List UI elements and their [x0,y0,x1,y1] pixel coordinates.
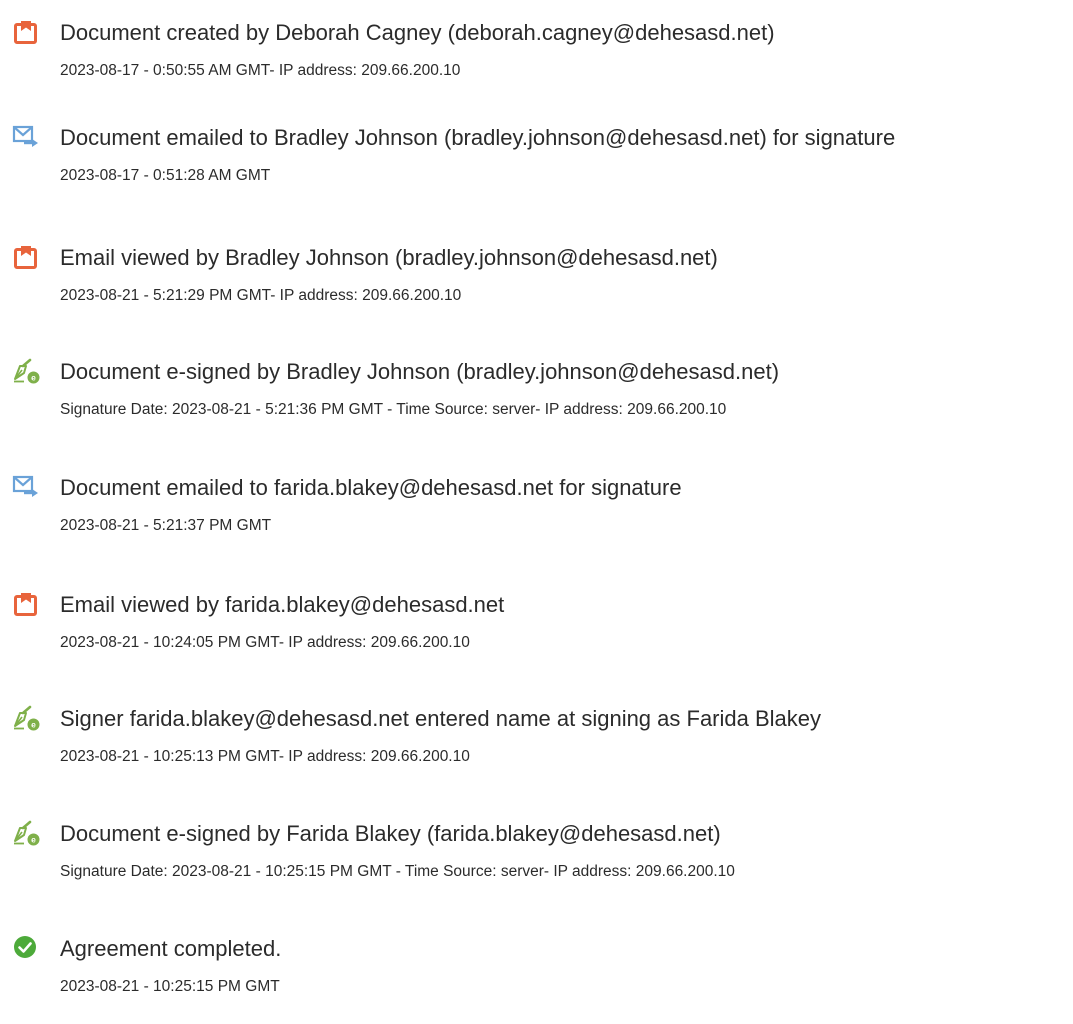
event-title: Document e-signed by Bradley Johnson (bradley.johnson@dehesasd.net) [60,359,780,384]
event-title: Agreement completed. [60,936,282,961]
event-title: Email viewed by farida.blakey@dehesasd.net [60,592,505,617]
event-detail: Signature Date: 2023-08-21 - 10:25:15 PM GMT - Time Source: server- IP address: 209.66.200.10 [60,863,735,880]
audit-event [0,704,1073,794]
audit-event [0,934,1073,1024]
event-detail: 2023-08-21 - 5:21:29 PM GMT- IP address: 209.66.200.10 [60,287,462,304]
svg-text:e: e [31,719,36,730]
checkmark-circle-icon [12,934,40,962]
audit-event [0,357,1073,447]
email-sent-icon [12,473,40,501]
e-sign-pen-icon [12,819,40,847]
event-title: Email viewed by Bradley Johnson (bradley.johnson@dehesasd.net) [60,245,718,270]
event-title: Document emailed to farida.blakey@dehesasd.net for signature [60,475,682,500]
e-sign-pen-icon [12,704,40,732]
event-detail: 2023-08-17 - 0:50:55 AM GMT- IP address: 209.66.200.10 [60,62,461,79]
document-viewed-icon [12,243,40,271]
event-detail: 2023-08-17 - 0:51:28 AM GMT [60,167,271,184]
event-title: Document created by Deborah Cagney (deborah.cagney@dehesasd.net) [60,20,775,45]
audit-event [0,243,1073,333]
document-created-icon [12,18,40,46]
audit-event [0,473,1073,563]
svg-text:e: e [31,834,36,845]
audit-event [0,819,1073,909]
event-title: Document e-signed by Farida Blakey (farida.blakey@dehesasd.net) [60,821,721,846]
audit-event [0,590,1073,680]
svg-text:e: e [31,372,36,383]
audit-event [0,18,1073,108]
event-title: Signer farida.blakey@dehesasd.net entered name at signing as Farida Blakey [60,706,822,731]
event-detail: 2023-08-21 - 5:21:37 PM GMT [60,517,272,534]
event-detail: 2023-08-21 - 10:25:13 PM GMT- IP address: 209.66.200.10 [60,748,470,765]
document-viewed-icon [12,590,40,618]
event-detail: 2023-08-21 - 10:24:05 PM GMT- IP address: 209.66.200.10 [60,634,470,651]
audit-event [0,123,1073,213]
event-detail: Signature Date: 2023-08-21 - 5:21:36 PM GMT - Time Source: server- IP address: 209.66.200.10 [60,401,727,418]
event-title: Document emailed to Bradley Johnson (bradley.johnson@dehesasd.net) for signature [60,125,896,150]
event-detail: 2023-08-21 - 10:25:15 PM GMT [60,978,280,995]
e-sign-pen-icon [12,357,40,385]
email-sent-icon [12,123,40,151]
